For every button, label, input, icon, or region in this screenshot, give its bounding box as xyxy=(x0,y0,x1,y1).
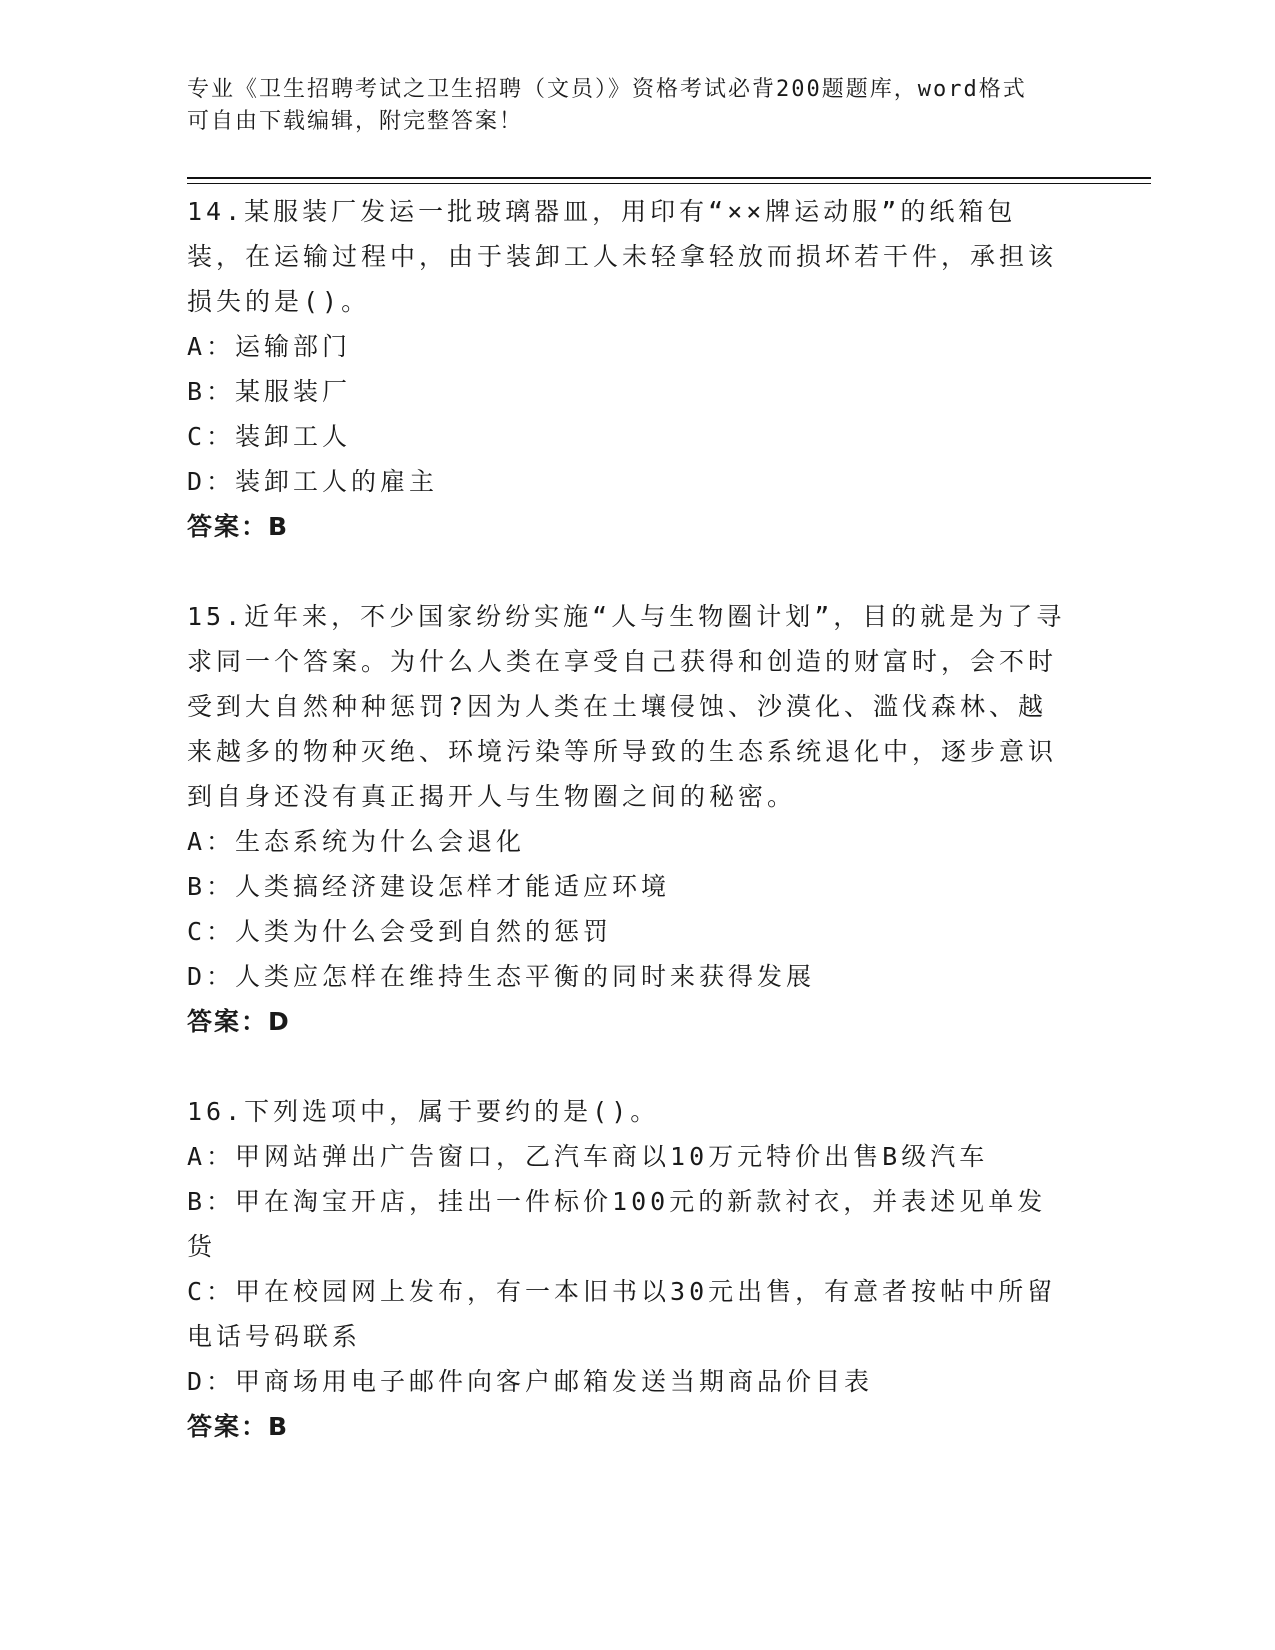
option-a: A：甲网站弹出广告窗口，乙汽车商以10万元特价出售B级汽车 xyxy=(187,1142,989,1171)
answer-line: 答案：D xyxy=(187,1007,291,1036)
option-b: B：人类搞经济建设怎样才能适应环境 xyxy=(187,872,671,901)
question-15 xyxy=(187,594,1067,1044)
option-c: C：人类为什么会受到自然的惩罚 xyxy=(187,917,613,946)
option-a: A：生态系统为什么会退化 xyxy=(187,827,526,856)
option-d: D：甲商场用电子邮件向客户邮箱发送当期商品价目表 xyxy=(187,1367,874,1396)
header-line-2: 可自由下载编辑，附完整答案！ xyxy=(187,109,524,134)
question-14 xyxy=(187,189,1067,549)
option-b: B：某服装厂 xyxy=(187,377,352,406)
option-c: C：装卸工人 xyxy=(187,422,352,451)
header-line-1: 专业《卫生招聘考试之卫生招聘（文员）》资格考试必背200题题库，word格式 xyxy=(187,77,1027,102)
answer-line: 答案：B xyxy=(187,1412,290,1441)
option-d: D：装卸工人的雇主 xyxy=(187,467,439,496)
option-b: B：甲在淘宝开店，挂出一件标价100元的新款衬衣，并表述见单发货 xyxy=(187,1187,1047,1261)
question-stem: 15.近年来，不少国家纷纷实施“人与生物圈计划”，目的就是为了寻求同一个答案。为什么人类在享受自己获得和创造的财富时，会不时受到大自然种种惩罚?因为人类在土壤侵蚀、沙漠化、滥伐森林、越来越多的物种灭绝、环境污染等所导致的生态系统退化中，逐步意识到自身还没有真正揭开人与生物圈之间的秘密。 xyxy=(187,602,1066,811)
question-16 xyxy=(187,1089,1067,1449)
option-a: A：运输部门 xyxy=(187,332,352,361)
document-header xyxy=(187,74,1067,138)
header-divider-thin xyxy=(187,183,1151,184)
option-d: D：人类应怎样在维持生态平衡的同时来获得发展 xyxy=(187,962,816,991)
question-list xyxy=(187,189,1067,1449)
question-stem: 14.某服装厂发运一批玻璃器皿，用印有“××牌运动服”的纸箱包装，在运输过程中，由于装卸工人未轻拿轻放而损坏若干件，承担该损失的是()。 xyxy=(187,197,1058,316)
answer-line: 答案：B xyxy=(187,512,290,541)
option-c: C：甲在校园网上发布，有一本旧书以30元出售，有意者按帖中所留电话号码联系 xyxy=(187,1277,1057,1351)
header-divider-thick xyxy=(187,177,1151,179)
question-stem: 16.下列选项中，属于要约的是()。 xyxy=(187,1097,660,1126)
